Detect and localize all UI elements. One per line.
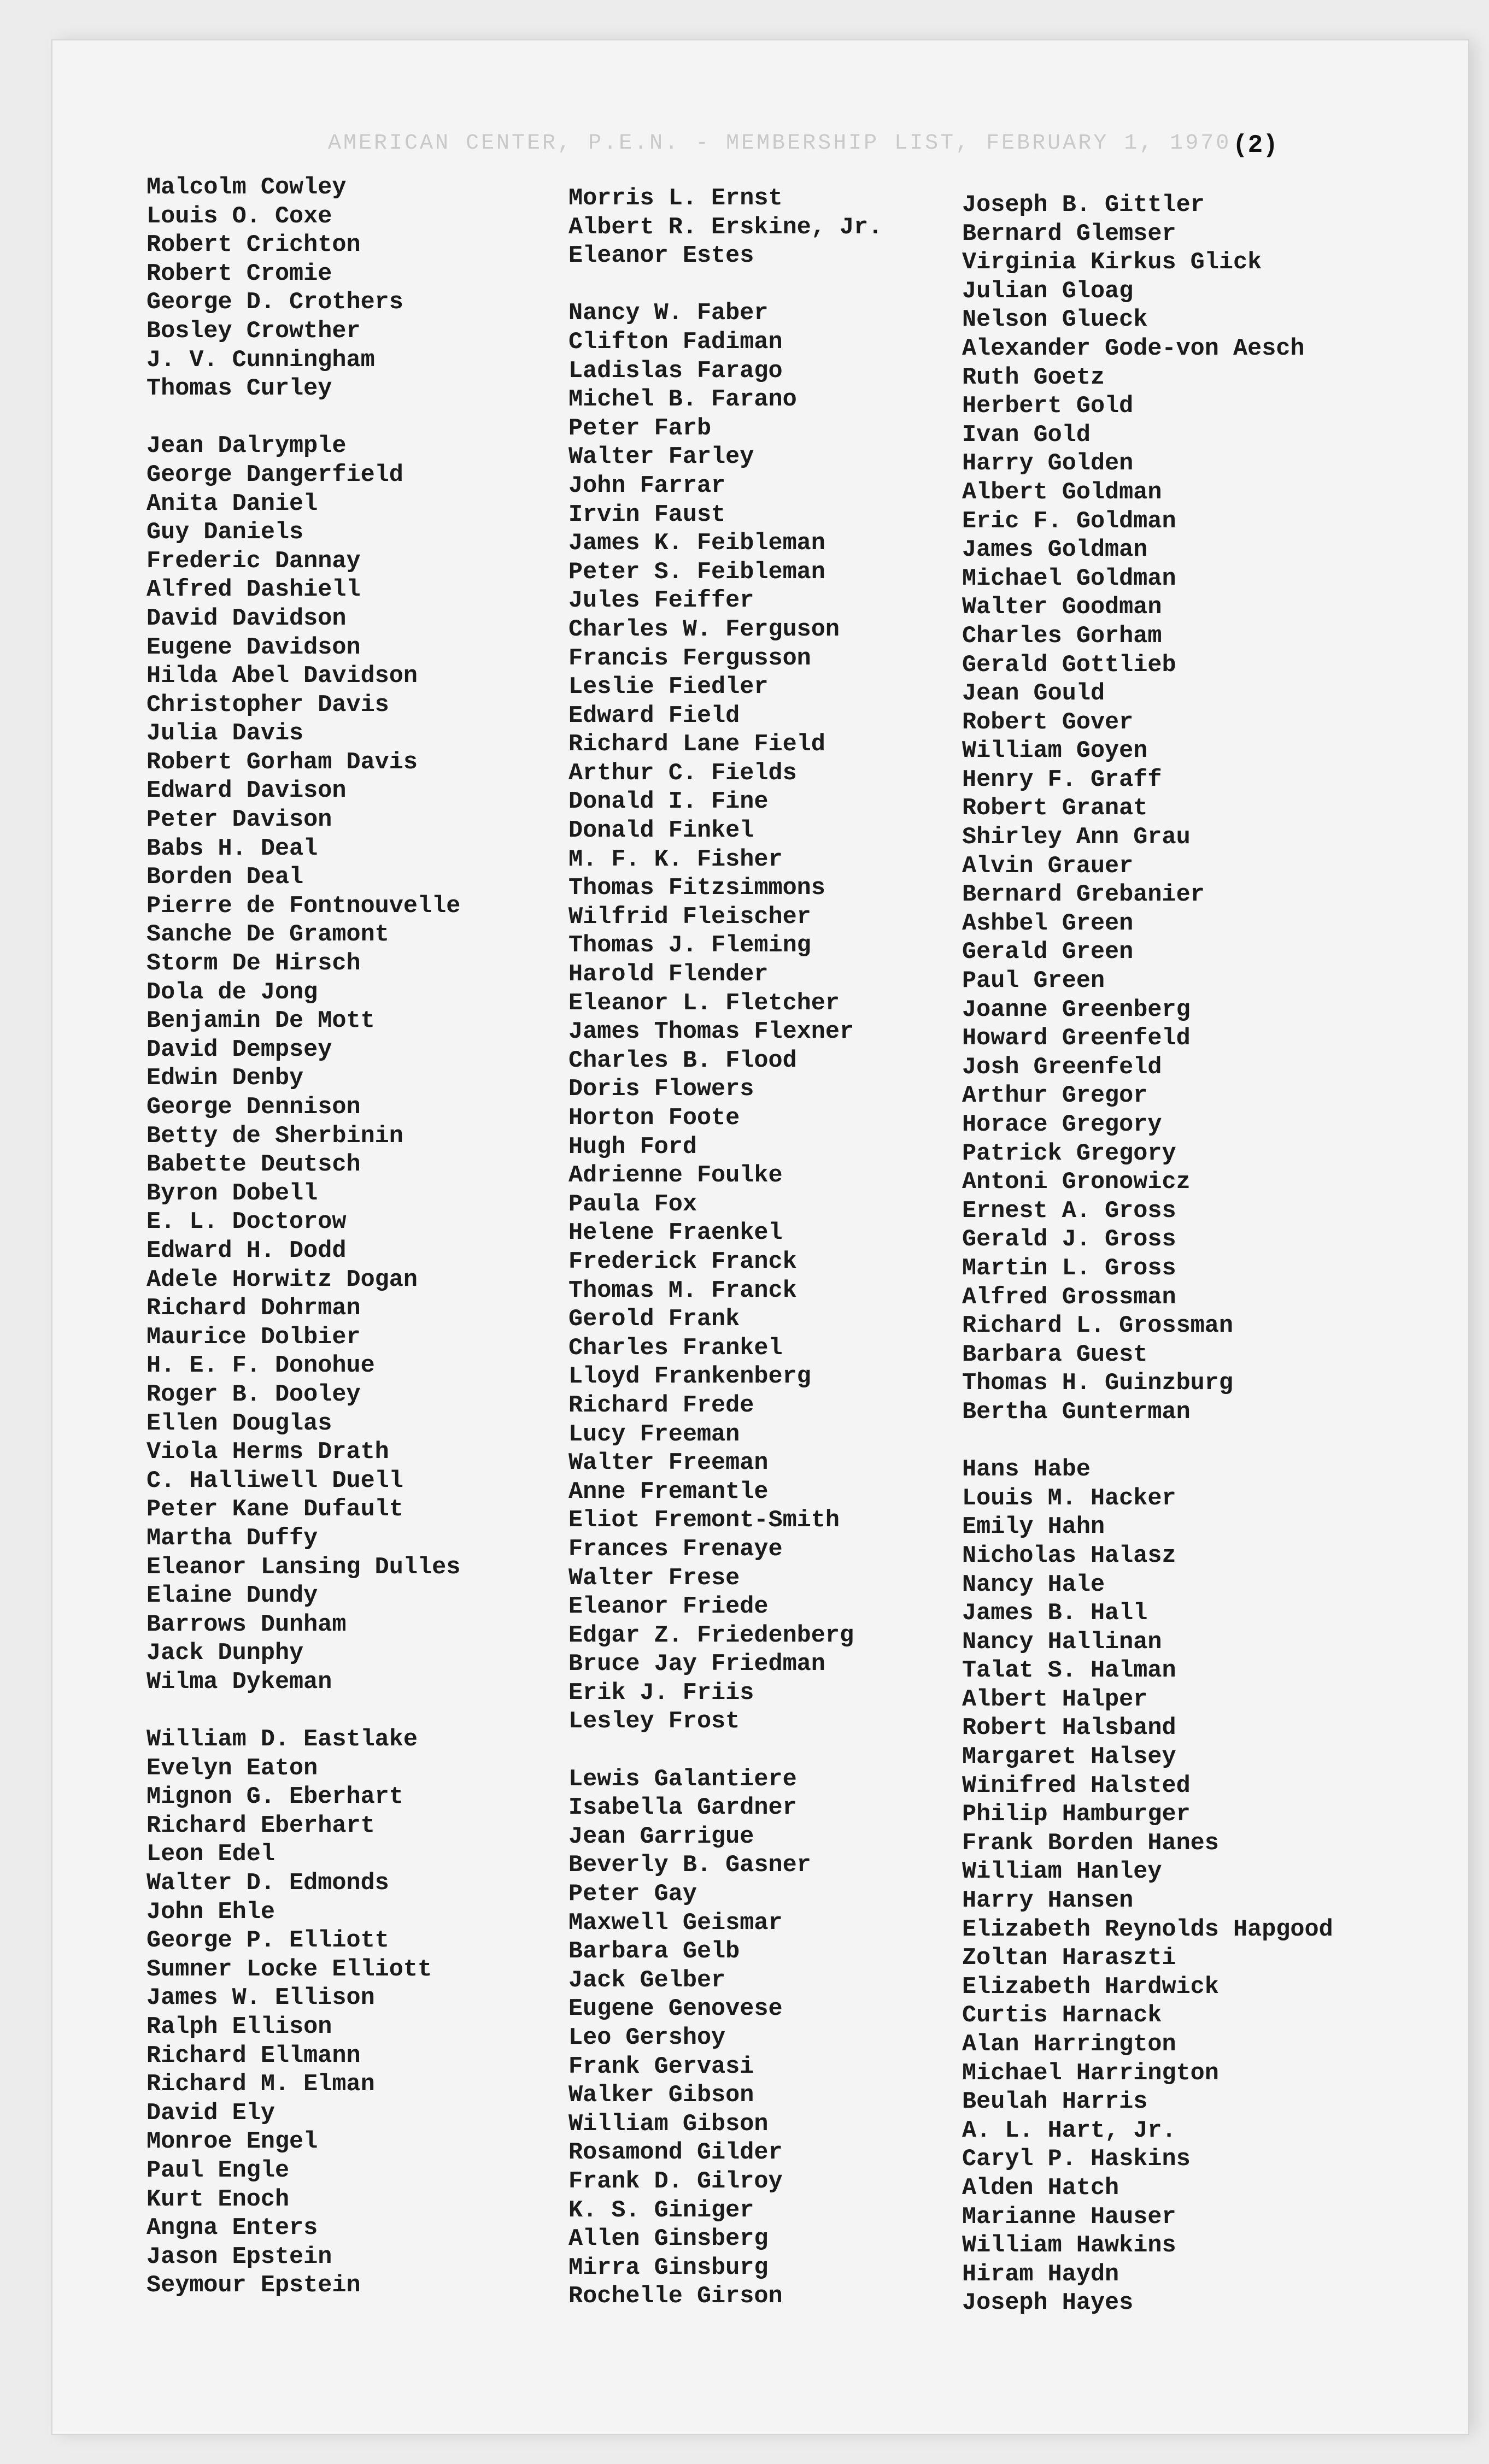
- member-name: William Hanley: [962, 1859, 1162, 1886]
- member-name: C. Halliwell Duell: [146, 1467, 403, 1495]
- member-name: Eric F. Goldman: [962, 508, 1176, 535]
- member-name: Philip Hamburger: [962, 1801, 1191, 1828]
- member-name: Shirley Ann Grau: [962, 824, 1191, 851]
- member-name: Eleanor Friede: [568, 1593, 769, 1621]
- member-name: Arthur Gregor: [962, 1083, 1148, 1110]
- member-name: Richard Eberhart: [146, 1812, 375, 1839]
- member-name: Mirra Ginsburg: [568, 2254, 769, 2281]
- member-name: Eugene Genovese: [568, 1996, 783, 2023]
- member-name: Nelson Glueck: [962, 307, 1148, 334]
- member-name: Edwin Denby: [146, 1065, 304, 1092]
- member-name: A. L. Hart, Jr.: [962, 2117, 1176, 2144]
- member-name: Alfred Grossman: [962, 1284, 1176, 1311]
- member-name: James B. Hall: [962, 1600, 1148, 1627]
- member-name: Lesley Frost: [568, 1708, 740, 1736]
- member-name: Charles B. Flood: [568, 1047, 797, 1074]
- member-name: George P. Elliott: [146, 1927, 389, 1955]
- member-name: Viola Herms Drath: [146, 1439, 389, 1466]
- group-spacer: [146, 1697, 573, 1726]
- member-name: Antoni Gronowicz: [962, 1169, 1191, 1196]
- member-name: Frank Borden Hanes: [962, 1830, 1219, 1857]
- member-name: Babs H. Deal: [146, 835, 318, 862]
- member-name: Eugene Davidson: [146, 634, 361, 661]
- member-name: Curtis Harnack: [962, 2002, 1162, 2030]
- member-name: Nancy W. Faber: [568, 300, 769, 327]
- member-name: Walter Freeman: [568, 1450, 769, 1477]
- member-name: Paul Green: [962, 968, 1105, 995]
- member-name: E. L. Doctorow: [146, 1209, 347, 1236]
- member-name: Eleanor Lansing Dulles: [146, 1554, 461, 1581]
- member-name: Adrienne Foulke: [568, 1162, 783, 1190]
- member-name: Thomas Fitzsimmons: [568, 875, 825, 902]
- member-name: Robert Gover: [962, 709, 1134, 736]
- member-name: Barrows Dunham: [146, 1611, 347, 1638]
- member-name: Thomas H. Guinzburg: [962, 1370, 1233, 1397]
- member-name: Clifton Fadiman: [568, 328, 783, 356]
- member-name: Richard Ellmann: [146, 2042, 361, 2069]
- member-name: David Dempsey: [146, 1036, 332, 1063]
- member-name: Helene Fraenkel: [568, 1220, 783, 1247]
- member-name: Mignon G. Eberhart: [146, 1784, 403, 1811]
- name-column-3: [962, 191, 1388, 2318]
- member-name: Babette Deutsch: [146, 1151, 361, 1179]
- member-name: Alexander Gode-von Aesch: [962, 335, 1305, 362]
- member-name: Horace Gregory: [962, 1112, 1162, 1138]
- member-name: Michael Goldman: [962, 565, 1176, 592]
- member-name: William D. Eastlake: [146, 1726, 418, 1754]
- member-name: Robert Gorham Davis: [146, 749, 418, 776]
- member-name: Anita Daniel: [146, 490, 318, 518]
- member-name: Lucy Freeman: [568, 1421, 740, 1448]
- member-name: Joseph B. Gittler: [962, 192, 1205, 219]
- member-name: Donald I. Fine: [568, 789, 769, 816]
- member-name: Nicholas Halasz: [962, 1542, 1176, 1569]
- member-name: Elizabeth Hardwick: [962, 1973, 1219, 2001]
- member-name: Jean Garrigue: [568, 1823, 754, 1850]
- member-name: Beulah Harris: [962, 2089, 1148, 2116]
- member-name: James K. Feibleman: [568, 530, 825, 557]
- member-name: Dola de Jong: [146, 979, 318, 1006]
- member-name: Arthur C. Fields: [568, 760, 797, 787]
- member-name: Walter D. Edmonds: [146, 1870, 389, 1897]
- member-name: Harry Golden: [962, 450, 1134, 478]
- member-name: Martha Duffy: [146, 1525, 318, 1552]
- member-name: Edward Davison: [146, 778, 347, 805]
- member-name: Isabella Gardner: [568, 1795, 797, 1822]
- member-name: Michel B. Farano: [568, 386, 797, 414]
- member-name: Ralph Ellison: [146, 2014, 332, 2040]
- member-name: Charles Gorham: [962, 622, 1162, 650]
- member-name: Howard Greenfeld: [962, 1025, 1191, 1052]
- member-name: Jack Gelber: [568, 1967, 726, 1994]
- member-name: Wilma Dykeman: [146, 1668, 332, 1696]
- member-name: Robert Halsband: [962, 1715, 1176, 1742]
- member-name: Morris L. Ernst: [568, 185, 783, 212]
- faded-header: AMERICAN CENTER, P.E.N. - MEMBERSHIP LIST, FEBRUARY 1, 1970: [328, 131, 1232, 156]
- member-name: Josh Greenfeld: [962, 1054, 1162, 1081]
- member-name: Jason Epstein: [146, 2243, 332, 2271]
- member-name: Albert Goldman: [962, 479, 1162, 506]
- member-name: Gerald Green: [962, 939, 1134, 966]
- member-name: Winifred Halsted: [962, 1772, 1191, 1800]
- member-name: Storm De Hirsch: [146, 950, 361, 978]
- member-name: Henry F. Graff: [962, 766, 1162, 793]
- member-name: Edgar Z. Friedenberg: [568, 1622, 854, 1649]
- member-name: Edward Field: [568, 702, 740, 730]
- member-name: Harold Flender: [568, 961, 769, 989]
- member-name: Louis O. Coxe: [146, 203, 332, 230]
- member-name: Richard Lane Field: [568, 731, 825, 758]
- member-name: Peter Davison: [146, 807, 332, 834]
- member-name: George Dangerfield: [146, 461, 403, 489]
- member-name: Albert R. Erskine, Jr.: [568, 214, 883, 241]
- member-name: Doris Flowers: [568, 1076, 754, 1103]
- member-name: Michael Harrington: [962, 2060, 1219, 2087]
- member-name: Bruce Jay Friedman: [568, 1651, 825, 1678]
- member-name: Nancy Hale: [962, 1571, 1105, 1598]
- member-name: Angna Enters: [146, 2215, 318, 2242]
- member-name: George D. Crothers: [146, 289, 403, 316]
- member-name: Peter Kane Dufault: [146, 1496, 403, 1524]
- member-name: Caryl P. Haskins: [962, 2146, 1191, 2173]
- member-name: Bosley Crowther: [146, 317, 361, 345]
- member-name: Frances Frenaye: [568, 1536, 783, 1563]
- member-name: Ruth Goetz: [962, 364, 1105, 391]
- member-name: Ladislas Farago: [568, 357, 783, 385]
- member-name: Julian Gloag: [962, 278, 1134, 305]
- member-name: Seymour Epstein: [146, 2272, 361, 2300]
- member-name: Martin L. Gross: [962, 1255, 1176, 1282]
- member-name: Richard M. Elman: [146, 2071, 375, 2098]
- member-name: Robert Cromie: [146, 260, 332, 287]
- member-name: Harry Hansen: [962, 1887, 1134, 1915]
- member-name: Peter Gay: [568, 1881, 697, 1908]
- member-name: Jean Dalrymple: [146, 433, 347, 460]
- member-name: H. E. F. Donohue: [146, 1352, 375, 1380]
- member-name: Lewis Galantiere: [568, 1766, 797, 1793]
- member-name: Christopher Davis: [146, 691, 389, 719]
- member-name: Nancy Hallinan: [962, 1628, 1162, 1656]
- member-name: Elaine Dundy: [146, 1583, 318, 1610]
- member-name: Joanne Greenberg: [962, 996, 1191, 1024]
- member-name: Thomas Curley: [146, 375, 332, 403]
- member-name: Rochelle Girson: [568, 2283, 783, 2310]
- member-name: William Goyen: [962, 738, 1148, 765]
- member-name: Maxwell Geismar: [568, 1909, 783, 1937]
- member-name: Byron Dobell: [146, 1180, 318, 1207]
- member-name: Peter Farb: [568, 415, 712, 442]
- member-name: Adele Horwitz Dogan: [146, 1266, 418, 1293]
- member-name: Benjamin De Mott: [146, 1008, 375, 1035]
- member-name: Jack Dunphy: [146, 1640, 304, 1667]
- member-name: Frank D. Gilroy: [568, 2168, 783, 2195]
- member-name: Sanche De Gramont: [146, 921, 389, 949]
- member-name: Marianne Hauser: [962, 2203, 1176, 2231]
- member-name: Albert Halper: [962, 1686, 1148, 1713]
- member-name: Ivan Gold: [962, 421, 1091, 449]
- member-name: Elizabeth Reynolds Hapgood: [962, 1916, 1333, 1943]
- member-name: Peter S. Feibleman: [568, 558, 825, 586]
- member-name: Joseph Hayes: [962, 2290, 1134, 2317]
- member-name: Gerald J. Gross: [962, 1226, 1176, 1254]
- member-name: Donald Finkel: [568, 818, 754, 845]
- member-name: James Thomas Flexner: [568, 1019, 854, 1046]
- member-name: Allen Ginsberg: [568, 2226, 769, 2253]
- group-spacer: [568, 271, 995, 300]
- member-name: Frank Gervasi: [568, 2053, 754, 2080]
- member-name: Walter Farley: [568, 444, 754, 471]
- member-name: Hiram Haydn: [962, 2261, 1119, 2288]
- member-name: Guy Daniels: [146, 519, 304, 546]
- member-name: K. S. Giniger: [568, 2197, 754, 2224]
- member-name: Bernard Glemser: [962, 220, 1176, 248]
- member-name: Betty de Sherbinin: [146, 1122, 403, 1150]
- member-name: Anne Fremantle: [568, 1478, 769, 1506]
- member-name: Leon Edel: [146, 1841, 275, 1868]
- member-name: William Gibson: [568, 2110, 769, 2138]
- member-name: Hilda Abel Davidson: [146, 663, 418, 690]
- member-name: Roger B. Dooley: [146, 1381, 361, 1408]
- member-name: Eleanor L. Fletcher: [568, 990, 840, 1017]
- member-name: Lloyd Frankenberg: [568, 1363, 811, 1391]
- member-name: Beverly B. Gasner: [568, 1852, 811, 1879]
- name-column-1: [146, 174, 573, 2301]
- member-name: Walker Gibson: [568, 2082, 754, 2109]
- member-name: Frederick Franck: [568, 1248, 797, 1275]
- member-name: Paul Engle: [146, 2157, 290, 2184]
- member-name: Eleanor Estes: [568, 243, 754, 270]
- member-name: Edward H. Dodd: [146, 1237, 347, 1265]
- member-name: Margaret Halsey: [962, 1744, 1176, 1771]
- member-name: Louis M. Hacker: [962, 1485, 1176, 1512]
- member-name: Borden Deal: [146, 864, 304, 891]
- member-name: Zoltan Haraszti: [962, 1945, 1176, 1972]
- member-name: Emily Hahn: [962, 1514, 1105, 1541]
- member-name: Thomas J. Fleming: [568, 932, 811, 960]
- group-spacer: [962, 1427, 1388, 1456]
- member-name: Jules Feiffer: [568, 587, 754, 615]
- member-name: Robert Crichton: [146, 232, 361, 259]
- member-name: Monroe Engel: [146, 2128, 318, 2156]
- member-name: George Dennison: [146, 1094, 361, 1121]
- member-name: Ashbel Green: [962, 910, 1134, 937]
- member-name: Ellen Douglas: [146, 1410, 332, 1437]
- member-name: Walter Goodman: [962, 594, 1162, 621]
- member-name: John Farrar: [568, 472, 726, 499]
- member-name: Gerold Frank: [568, 1306, 740, 1333]
- group-spacer: [568, 1737, 995, 1766]
- member-name: Sumner Locke Elliott: [146, 1956, 432, 1983]
- member-name: Barbara Gelb: [568, 1938, 740, 1966]
- member-name: Bernard Grebanier: [962, 881, 1205, 909]
- name-column-2: [568, 185, 995, 2312]
- member-name: William Hawkins: [962, 2232, 1176, 2260]
- member-name: Gerald Gottlieb: [962, 651, 1176, 679]
- member-name: Richard Dohrman: [146, 1295, 361, 1322]
- member-name: Charles W. Ferguson: [568, 616, 840, 643]
- member-name: Barbara Guest: [962, 1341, 1148, 1368]
- member-name: Leo Gershoy: [568, 2025, 726, 2051]
- member-name: David Davidson: [146, 605, 347, 632]
- member-name: Alden Hatch: [962, 2174, 1119, 2202]
- member-name: Alfred Dashiell: [146, 577, 361, 604]
- member-name: Frederic Dannay: [146, 548, 361, 575]
- member-name: Hugh Ford: [568, 1133, 697, 1161]
- member-name: Bertha Gunterman: [962, 1398, 1191, 1426]
- member-name: Malcolm Cowley: [146, 174, 347, 201]
- member-name: David Ely: [146, 2100, 275, 2127]
- member-name: Erik J. Friis: [568, 1679, 754, 1707]
- group-spacer: [146, 404, 573, 433]
- member-name: Pierre de Fontnouvelle: [146, 892, 461, 920]
- member-name: Rosamond Gilder: [568, 2139, 783, 2167]
- page-number: (2): [1233, 131, 1278, 160]
- member-name: Thomas M. Franck: [568, 1277, 797, 1304]
- member-name: Evelyn Eaton: [146, 1755, 318, 1782]
- member-name: Alan Harrington: [962, 2031, 1176, 2058]
- member-name: Horton Foote: [568, 1105, 740, 1132]
- member-name: Maurice Dolbier: [146, 1324, 361, 1351]
- member-name: Talat S. Halman: [962, 1657, 1176, 1685]
- member-name: John Ehle: [146, 1898, 275, 1926]
- member-name: Robert Granat: [962, 795, 1148, 822]
- member-name: Leslie Fiedler: [568, 674, 769, 701]
- member-name: Julia Davis: [146, 720, 304, 748]
- member-name: Eliot Fremont-Smith: [568, 1507, 840, 1534]
- member-name: Paula Fox: [568, 1191, 697, 1218]
- member-name: Walter Frese: [568, 1565, 740, 1592]
- member-name: Hans Habe: [962, 1456, 1091, 1484]
- member-name: James Goldman: [962, 537, 1148, 564]
- member-name: Herbert Gold: [962, 393, 1134, 420]
- member-name: J. V. Cunningham: [146, 346, 375, 374]
- member-name: Francis Fergusson: [568, 645, 811, 672]
- member-name: Irvin Faust: [568, 501, 726, 528]
- member-name: Virginia Kirkus Glick: [962, 249, 1262, 277]
- member-name: James W. Ellison: [146, 1985, 375, 2012]
- member-name: Alvin Grauer: [962, 852, 1134, 880]
- member-name: Richard Frede: [568, 1392, 754, 1419]
- member-name: Wilfrid Fleischer: [568, 903, 811, 931]
- member-name: Kurt Enoch: [146, 2186, 290, 2213]
- member-name: Charles Frankel: [568, 1334, 783, 1362]
- member-name: Ernest A. Gross: [962, 1197, 1176, 1225]
- member-name: Jean Gould: [962, 680, 1105, 708]
- member-name: M. F. K. Fisher: [568, 846, 783, 873]
- member-name: Richard L. Grossman: [962, 1313, 1233, 1340]
- member-name: Patrick Gregory: [962, 1140, 1176, 1167]
